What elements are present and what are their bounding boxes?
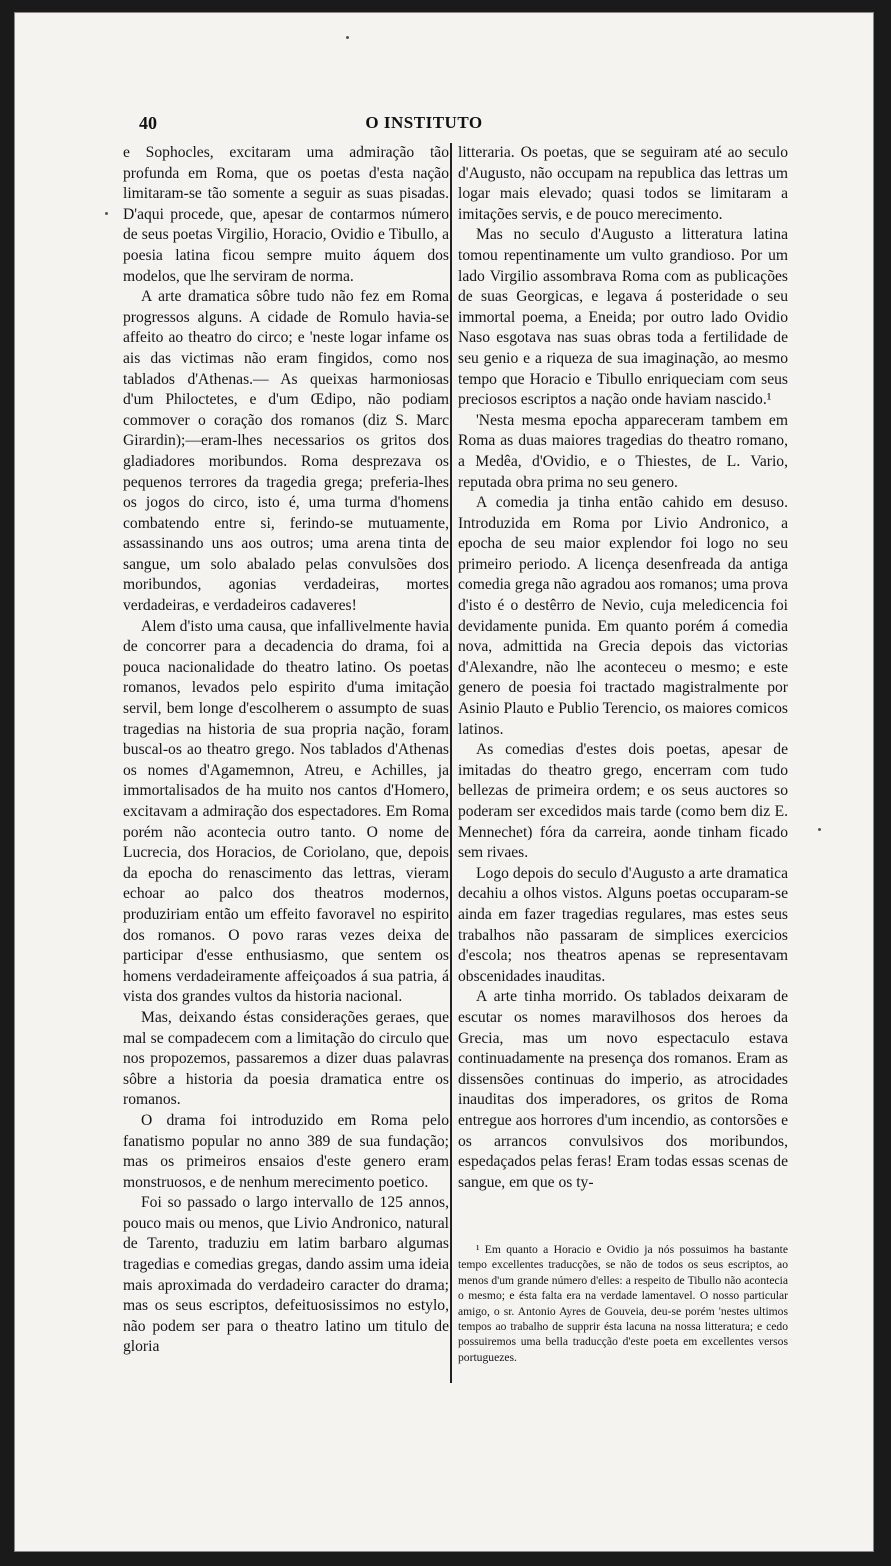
right-column [458,143,788,1193]
paragraph: litteraria. Os poetas, que se seguiram até ao seculo d'Augusto, não occupam na republica das lettras um logar mais elevado; quasi todos se limitaram a imitações servis, e de pouco merecimento. [458,144,788,223]
print-speck [818,828,821,831]
page-number: 40 [139,113,157,133]
page-header [139,113,539,137]
running-title: O INSTITUTO [365,113,483,132]
paragraph: Alem d'isto uma causa, que infallivelmente havia de concorrer para a decadencia do drama, foi a pouca nacionalidade do theatro latino. Os poetas romanos, levados pelo espirito d'uma imitação servil, bem longe d'escolherem o assumpto de suas tragedias na historia de sua propria nação, foram buscal-os ao theatro grego. Nos tablados d'Athenas os nomes d'Agamemnon, Atreu, e Achilles, ja immortalisados de ha muito nos cantos d'Homero, excitavam a admiração dos espectadores. Em Roma porém não acontecia outro tanto. O nome de Lucrecia, dos Horacios, de Coriolano, que, depois da epocha do renascimento das lettras, vieram echoar ao palco dos theatros modernos, produziriam então um effeito favoravel no espirito dos romanos. O povo raras vezes deixa de participar d'esse enthusiasmo, que sentem os homens verdadeiramente affeiçoados á sua patria, á vista dos grandes vultos da historia nacional. [123,617,449,1006]
footnote [458,1242,788,1365]
paragraph: e Sophocles, excitaram uma admiração tão profunda em Roma, que os poetas d'esta nação limitaram-se tão somente a seguir as suas pisadas. D'aqui procede, que, apesar de contarmos número de seus poetas Virgilio, Horacio, Ovidio e Tibullo, a poesia latina ficou sempre muito áquem dos modelos, que lhe serviram de norma. [123,144,449,285]
print-speck [346,36,349,39]
paragraph: A arte dramatica sôbre tudo não fez em Roma progressos alguns. A cidade de Romulo havia-se affeito ao theatro do circo; e 'neste logar infame os ais das victimas não eram fingidos, como nos tablados d'Athenas.— As queixas harmoniosas d'um Philoctetes, e d'um Œdipo, não podiam commover o coração dos romanos (diz S. Marc Girardin);—eram-lhes necessarios os gritos dos gladiadores moribundos. Roma desprezava os pequenos terrores da tragedia grega; preferia-lhes os jogos do circo, isto é, uma turma d'homens combatendo entre si, ferindo-se mutuamente, assassinando uns aos outros; uma arena tinta de sangue, um solo abalado pelas convulsões dos moribundos, agonias verdadeiras, mortes verdadeiras, e verdadeiros cadaveres! [123,288,449,615]
paragraph: As comedias d'estes dois poetas, apesar de imitadas do theatro grego, encerram com tudo bellezas de primeira ordem; e os seus auctores so poderam ser excedidos mais tarde (como bem diz E. Mennechet) fóra da carreira, aonde tinham ficado sem rivaes. [458,741,788,862]
paragraph: Mas, deixando éstas considerações geraes, que mal se compadecem com a limitação do circulo que nos propozemos, passaremos a dizer duas palavras sôbre a historia da poesia dramatica entre os romanos. [123,1008,449,1109]
paragraph: A comedia ja tinha então cahido em desuso. Introduzida em Roma por Livio Andronico, a epocha de seu maior explendor foi logo no seu primeiro periodo. A licença desenfreada da antiga comedia grega não agradou aos romanos; uma prova d'isto é o destêrro de Nevio, cuja meledicencia foi devidamente punida. Em quanto porém á comedia nova, admittida na Grecia depois das victorias d'Alexandre, não lhe aconteceu o mesmo; e este genero de poesia foi tractado magistralmente por Asinio Plauto e Publio Terencio, os maiores comicos latinos. [458,494,788,738]
paragraph: Logo depois do seculo d'Augusto a arte dramatica decahiu a olhos vistos. Alguns poetas occuparam-se ainda em fazer tragedias regulares, mas estes seus trabalhos não passaram de simplices exercicios d'escola; nos theatros apenas se representavam obscenidades inauditas. [458,864,788,985]
print-speck [105,212,108,215]
paragraph: Foi so passado o largo intervallo de 125 annos, pouco mais ou menos, que Livio Andronico, natural de Tarento, traduziu em latim barbaro algumas tragedias e comedias gregas, dando assim uma ideia mais aproximada do verdadeiro caracter do drama; mas os seus escriptos, defeituosissimos no estylo, não podem ser para o theatro latino um titulo de gloria [123,1194,449,1356]
paragraph: A arte tinha morrido. Os tablados deixaram de escutar os nomes maravilhosos dos heroes da Grecia, mas um novo espectaculo estava continuadamente na presença dos romanos. Eram as dissensões continuas do imperio, as atrocidades inauditas dos imperadores, os gritos de Roma entregue aos horrores d'um incendio, as contorsões e os arrancos convulsivos dos moribundos, espedaçados pelas feras! Eram todas essas scenas de sangue, em que os ty- [458,988,788,1191]
left-column [123,143,449,1358]
footnote-text: ¹ Em quanto a Horacio e Ovidio ja nós possuimos ha bastante tempo excellentes traducções, se não de todos os seus escriptos, ao menos d'um grande número d'elles: a respeito de Tibullo não acontecia o mesmo; e ésta falta era na verdade lamentavel. O nosso particular amigo, o sr. Antonio Ayres de Gouveia, deu-se porém 'nestes ultimos tempos ao trabalho de supprir ésta lacuna na nossa litteratura; e cedo possuiremos uma bella traducção d'este poeta em excellentes versos portuguezes. [458,1243,788,1364]
column-divider [450,143,452,1383]
paragraph: Mas no seculo d'Augusto a litteratura latina tomou repentinamente um vulto grandioso. Por um lado Virgilio assombrava Roma com as publicações de suas Georgicas, e legava á posteridade o seu immortal poema, a Eneida; por outro lado Ovidio Naso esgotava nas suas obras toda a fertilidade de seu genio e a riqueza de sua imaginação, ao mesmo tempo que Horacio e Tibullo enriqueciam com seus preciosos escriptos a nação onde haviam nascido.¹ [458,226,788,409]
paragraph: O drama foi introduzido em Roma pelo fanatismo popular no anno 389 de sua fundação; mas os primeiros ensaios d'este genero eram monstruosos, e de nenhum merecimento poetico. [123,1111,449,1191]
paragraph: 'Nesta mesma epocha appareceram tambem em Roma as duas maiores tragedias do theatro romano, a Medêa, d'Ovidio, e o Thiestes, de L. Vario, reputada obra prima no seu genero. [458,411,788,491]
